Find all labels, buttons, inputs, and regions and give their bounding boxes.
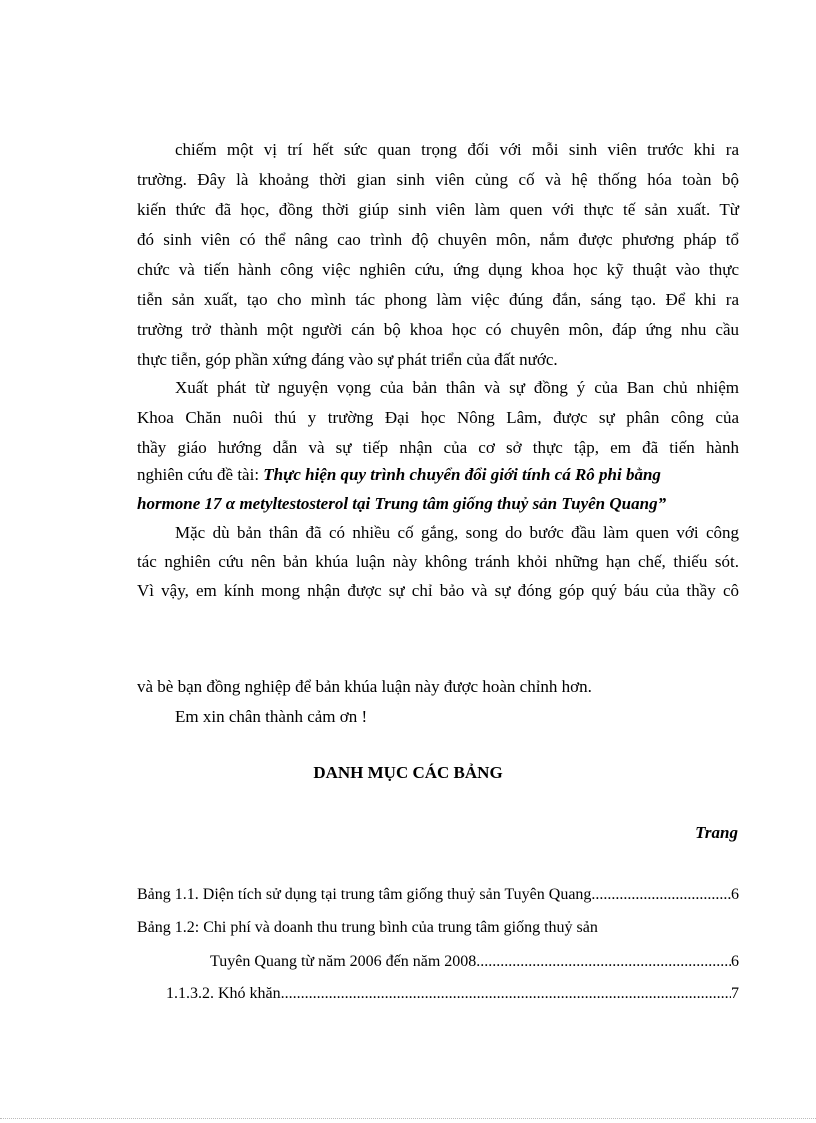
paragraph-line: tiễn sản xuất, tạo cho mình tác phong làm việc đúng đắn, sáng tạo. Để khi ra xyxy=(137,290,739,309)
thanks-line: Em xin chân thành cảm ơn ! xyxy=(175,707,368,726)
toc-entry-label: 1.1.3.2. Khó khăn xyxy=(166,985,281,1002)
toc-leader-dots xyxy=(591,886,731,904)
paragraph-line: Xuất phát từ nguyện vọng của bản thân và sự đồng ý của Ban chủ nhiệm xyxy=(175,378,739,397)
section-heading: DANH MỤC CÁC BẢNG xyxy=(313,763,503,782)
paragraph-line: thầy giáo hướng dẫn và sự tiếp nhận của cơ sở thực tập, em đã tiến hành xyxy=(137,438,739,457)
toc-entry-label: Tuyên Quang từ năm 2006 đến năm 2008 xyxy=(210,953,477,970)
paragraph-line: chức và tiến hành công việc nghiên cứu, ứng dụng khoa học kỹ thuật vào thực xyxy=(137,260,739,279)
paragraph-line: chiếm một vị trí hết sức quan trọng đối với mỗi sinh viên trước khi ra xyxy=(175,140,739,159)
paragraph-line: trường trở thành một người cán bộ khoa học có chuyên môn, đáp ứng nhu cầu xyxy=(137,320,739,339)
paragraph-line: tác nghiên cứu nên bản khúa luận này không tránh khỏi những hạn chế, thiếu sót. xyxy=(137,552,739,571)
toc-entry xyxy=(166,985,739,1003)
paragraph-line: trường. Đây là khoảng thời gian sinh viên củng cố và hệ thống hóa toàn bộ xyxy=(137,170,739,189)
toc-page-number: 7 xyxy=(731,985,739,1002)
toc-entry-label: Bảng 1.1. Diện tích sử dụng tại trung tâm giống thuỷ sản Tuyên Quang xyxy=(137,886,592,903)
paragraph-line xyxy=(137,464,739,486)
paragraph-line: Khoa Chăn nuôi thú y trường Đại học Nông Lâm, được sự phân công của xyxy=(137,408,739,427)
toc-entry xyxy=(210,953,739,971)
toc-leader-dots xyxy=(281,985,731,1003)
paragraph-line: đó sinh viên có thể nâng cao trình độ chuyên môn, nắm được phương pháp tổ xyxy=(137,230,739,249)
paragraph-line: Vì vậy, em kính mong nhận được sự chỉ bảo và sự đóng góp quý báu của thầy cô xyxy=(137,581,739,600)
paragraph-text: nghiên cứu đề tài: xyxy=(137,465,264,484)
toc-leader-dots xyxy=(476,953,731,971)
page-column-label: Trang xyxy=(695,823,738,842)
toc-entry-label: Bảng 1.2: Chi phí và doanh thu trung bình của trung tâm giống thuỷ sản xyxy=(137,919,598,936)
toc-entry xyxy=(137,886,739,904)
thesis-title: Thực hiện quy trình chuyển đổi giới tính cá Rô phi bằng xyxy=(263,465,661,484)
paragraph-line: và bè bạn đồng nghiệp để bản khúa luận này được hoàn chỉnh hơn. xyxy=(137,677,592,696)
toc-entry xyxy=(137,919,739,937)
paragraph-line: thực tiễn, góp phần xứng đáng vào sự phát triển của đất nước. xyxy=(137,350,558,369)
thesis-title: hormone 17 α metyltestosterol tại Trung tâm giống thuỷ sản Tuyên Quang” xyxy=(137,494,667,513)
toc-page-number: 6 xyxy=(731,953,739,970)
paragraph-line: kiến thức đã học, đồng thời giúp sinh viên làm quen với thực tế sản xuất. Từ xyxy=(137,200,739,219)
toc-page-number: 6 xyxy=(731,886,739,903)
paragraph-line: Mặc dù bản thân đã có nhiều cố gắng, song do bước đầu làm quen với công xyxy=(175,523,739,542)
page-bottom-border xyxy=(0,1118,816,1119)
